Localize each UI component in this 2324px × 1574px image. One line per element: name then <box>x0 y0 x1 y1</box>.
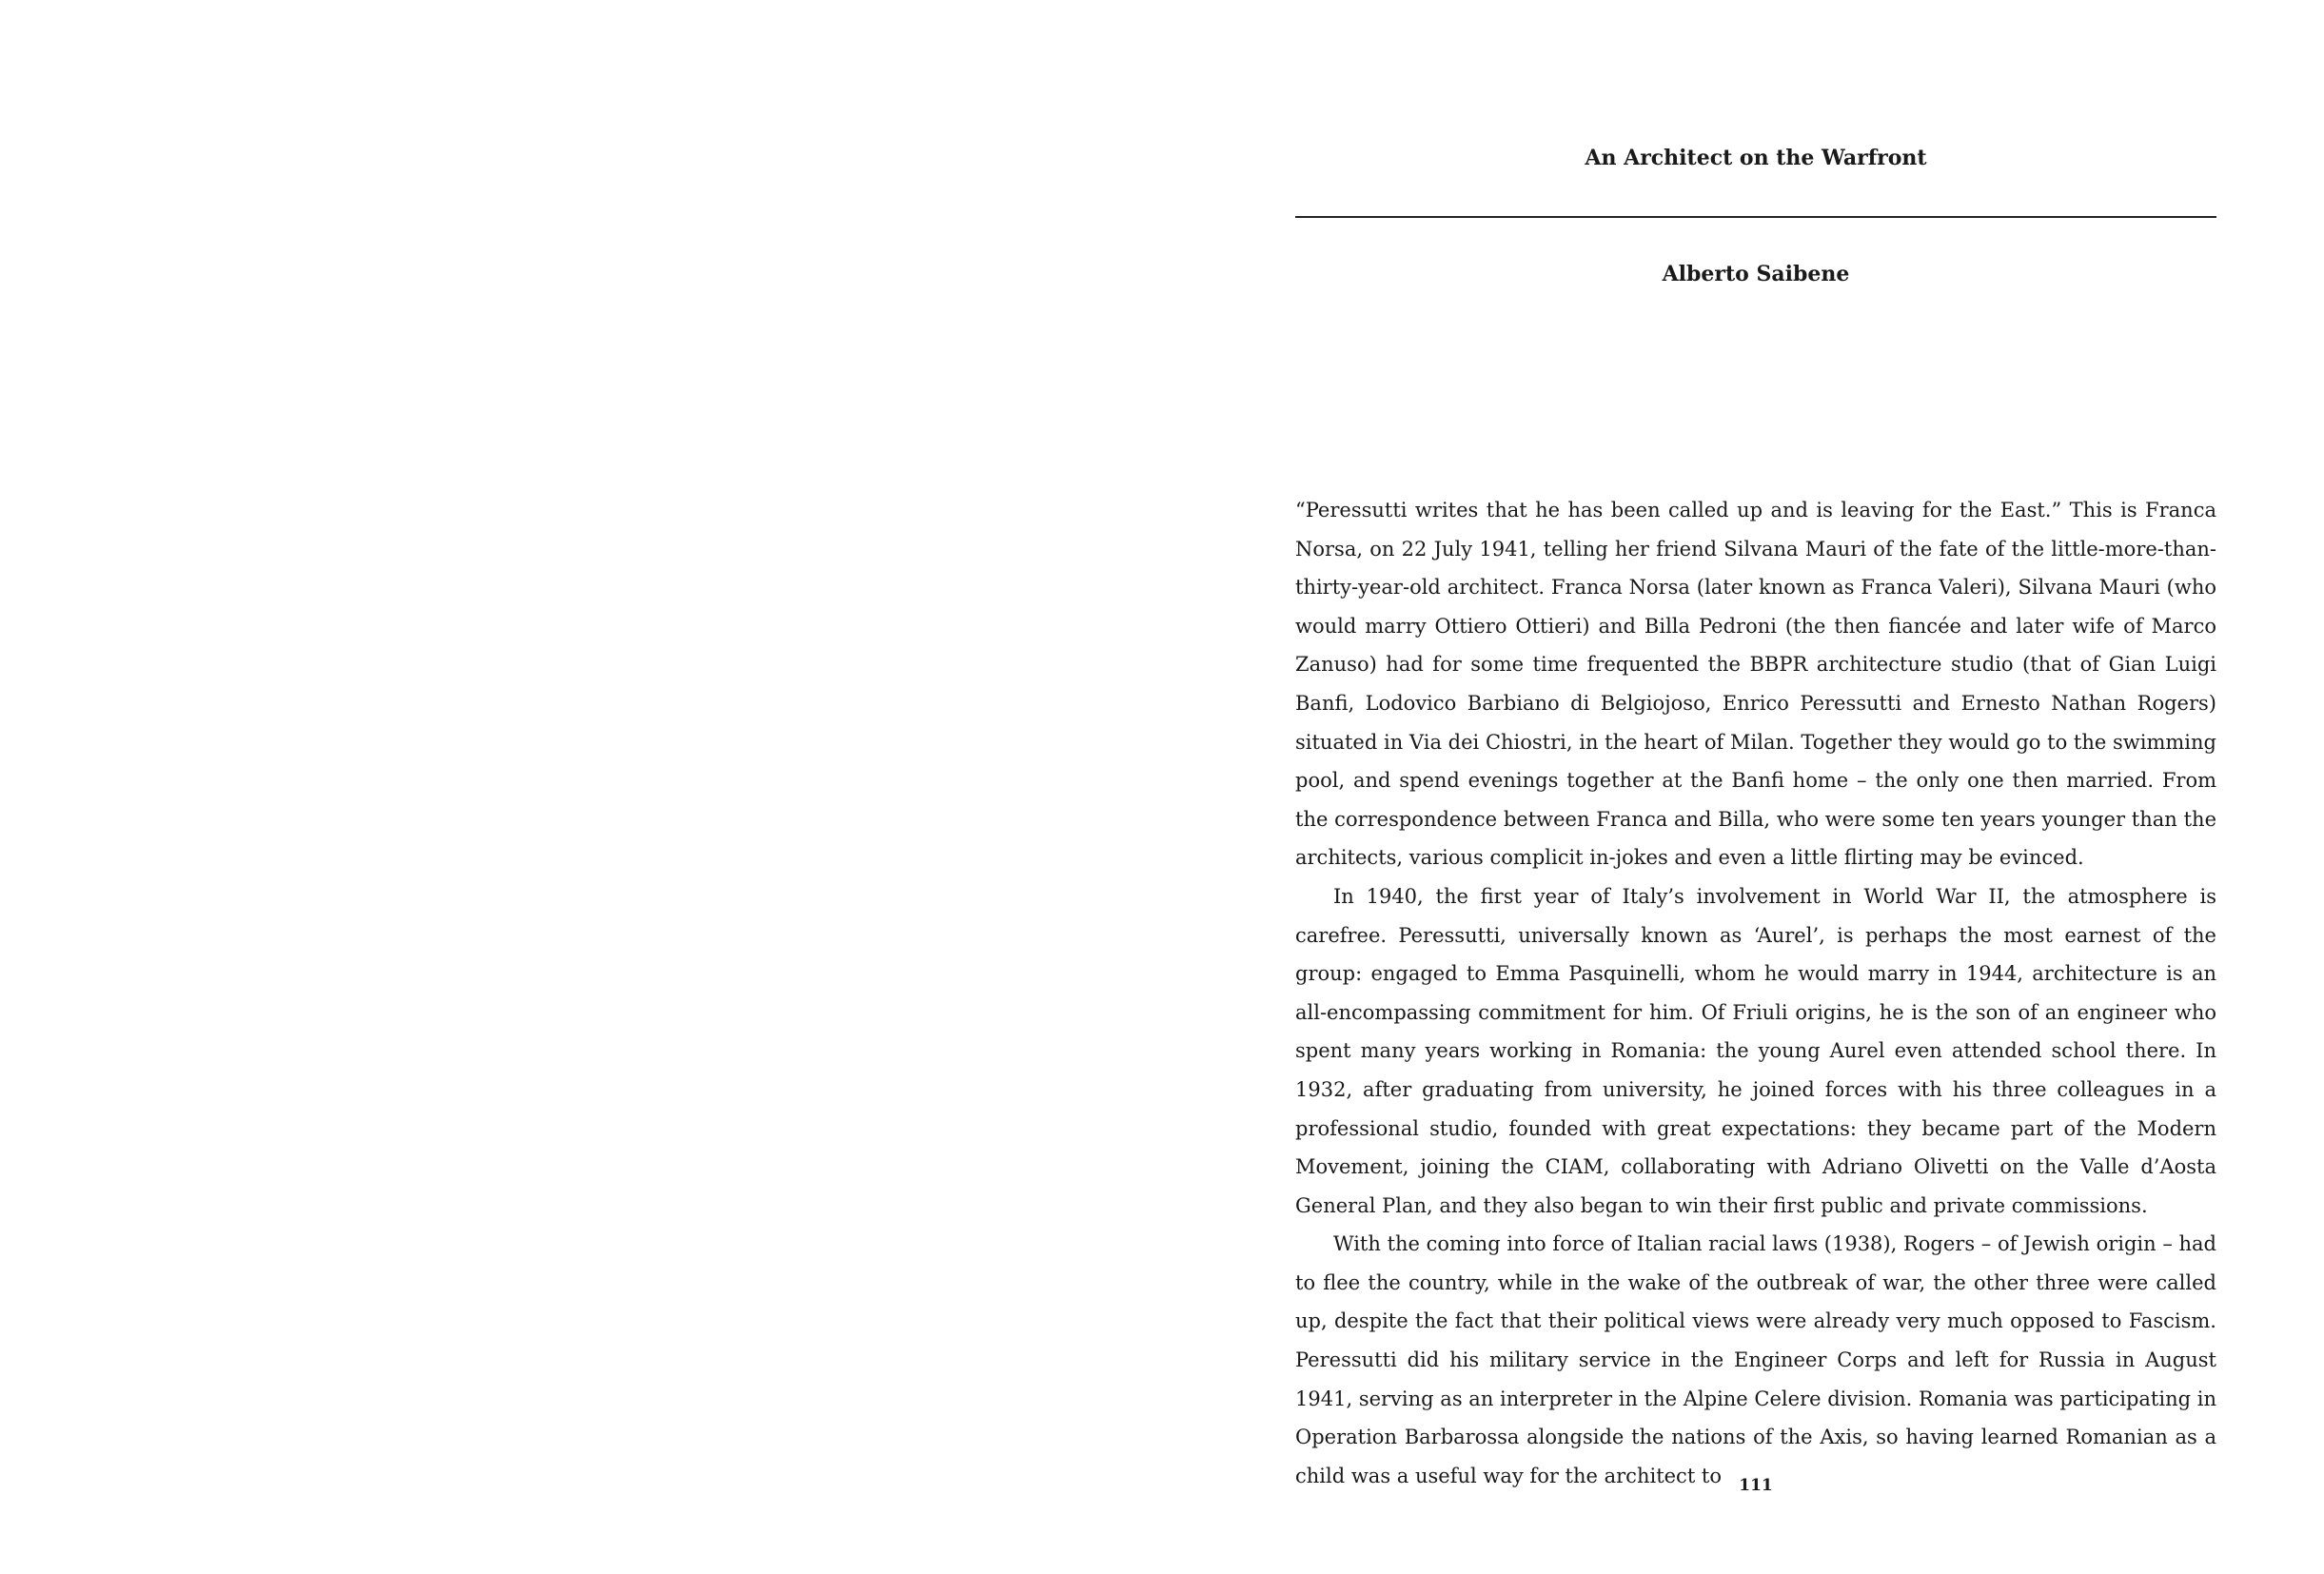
paragraph: In 1940, the first year of Italy’s involvement in World War II, the atmosphere is carefree. Peressutti, universally known as ‘Aurel’, is perhaps the most earnest of the group: engaged to Emma Pasquinelli, whom he would marry in 1944, architecture is an all-encompassing commitment for him. Of Friuli origins, he is the son of an engineer who spent many years working in Romania: the young Aurel even attended school there. In 1932, after graduating from university, he joined forces with his three colleagues in a professional studio, founded with great expectations: they became part of the Modern Movement, joining the CIAM, collaborating with Adriano Olivetti on the Valle d’Aosta General Plan, and they also began to win their first public and private commissions. <box>1295 884 2216 1217</box>
chapter-title: An Architect on the Warfront <box>1585 146 1927 170</box>
title-divider <box>1295 216 2216 218</box>
paragraph: “Peressutti writes that he has been called up and is leaving for the East.” This is Franca Norsa, on 22 July 1941, telling her friend Silvana Mauri of the fate of the little-more-than-thirty-year-old architect. Franca Norsa (later known as Franca Valeri), Silvana Mauri (who would marry Ottiero Ottieri) and Billa Pedroni (the then fiancée and later wife of Marco Zanuso) had for some time frequented the BBPR architecture studio (that of Gian Luigi Banfi, Lodovico Barbiano di Belgiojoso, Enrico Peressutti and Ernesto Nathan Rogers) situated in Via dei Chiostri, in the heart of Milan. Together they would go to the swimming pool, and spend evenings together at the Banfi home – the only one then married. From the correspondence between Franca and Billa, who were some ten years younger than the architects, various complicit in-jokes and even a little flirting may be evinced. <box>1295 499 2216 870</box>
page-number: 111 <box>1739 1476 1773 1495</box>
paragraph: With the coming into force of Italian racial laws (1938), Rogers – of Jewish origin – had to flee the country, while in the wake of the outbreak of war, the other three were called up, despite the fact that their political views were already very much opposed to Fascism. Peressutti did his military service in the Engineer Corps and left for Russia in August 1941, serving as an interpreter in the Alpine Celere division. Romania was participating in Operation Barbarossa alongside the nations of the Axis, so having learned Romanian as a child was a useful way for the architect to <box>1295 1232 2216 1487</box>
author-name: Alberto Saibene <box>1662 262 1850 286</box>
body-text <box>1295 491 2216 1495</box>
